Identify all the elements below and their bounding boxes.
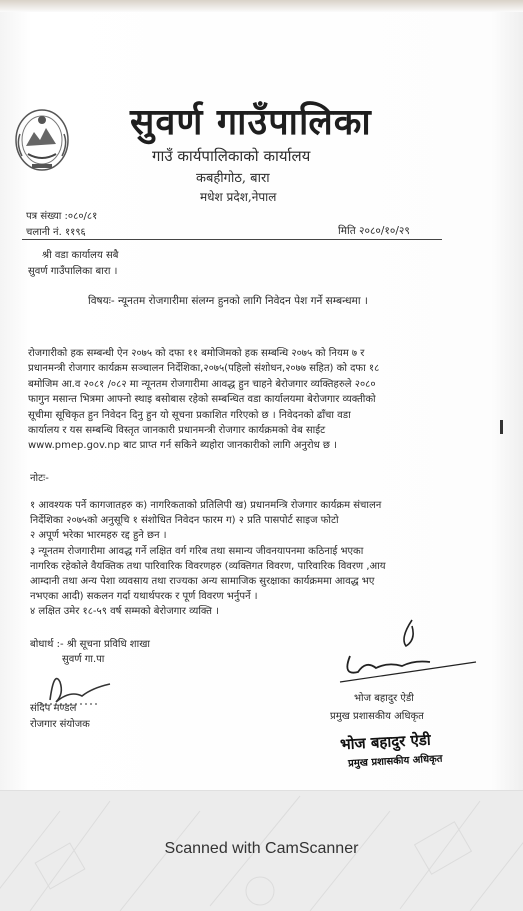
note-item: निर्देशिका २०७५को अनुसूचि १ संशोधित निवेदन फारम ग) २ प्रति पासपोर्ट साइज फोटो bbox=[30, 515, 339, 527]
municipality-title: सुवर्ण गाउँपालिका bbox=[130, 101, 372, 143]
body-line: फागुन मसान्त भित्रमा आफ्नो स्थाइ बसोबास रहेको सम्बन्धित वडा कार्यालयमा बेरोजगार व्यक्तीको bbox=[28, 394, 376, 406]
left-signatory-title: रोजगार संयोजक bbox=[30, 719, 90, 730]
note-item: ३ न्यूनतम रोजगारीमा आवद्ध गर्ने लक्षित वर्ग गरिब तथा समान्य जीवनयापनमा कठिनाई भएका bbox=[30, 545, 364, 557]
office-province: मधेश प्रदेश,नेपाल bbox=[200, 190, 277, 204]
note-item: नभएका आदी) सकलन गर्दा यथार्थपरक र पूर्ण विवरण भर्नुपर्ने । bbox=[30, 591, 258, 603]
cc-line-2: सुवर्ण गा.पा bbox=[62, 654, 105, 665]
official-stamp-name: भोज बहादुर ऐडी bbox=[339, 730, 432, 754]
official-stamp-title: प्रमुख प्रशासकीय अधिकृत bbox=[347, 753, 443, 770]
page-top-shadow bbox=[0, 0, 523, 12]
recipient-line-1: श्री वडा कार्यालय सबै bbox=[42, 250, 119, 261]
subject-line: विषयः- न्यूनतम रोजगारीमा संलग्न हुनको लागि निवेदन पेश गर्ने सम्बन्धमा । bbox=[88, 295, 368, 307]
cc-line-1: बोधार्थ :- श्री सूचना प्रविधि शाखा bbox=[30, 639, 150, 650]
body-line: रोजगारीको हक सम्बन्धी ऐन २०७५ को दफा ११ बमोजिमको हक सम्बन्धि २०७५ को नियम ७ र bbox=[28, 348, 365, 359]
right-signatory-title: प्रमुख प्रशासकीय अधिकृत bbox=[330, 711, 424, 722]
office-name: गाउँ कार्यपालिकाको कार्यालय bbox=[152, 147, 311, 165]
note-item: नागरिक रहेकोले वैयक्तिक तथा पारिवारिक विवरणहरु (व्यक्तिगत विवरण, पारिवारिक विवरण ,आय bbox=[30, 560, 386, 572]
reference-number: पत्र संख्या :०८०/८१ bbox=[26, 211, 98, 222]
letter-body bbox=[28, 346, 498, 454]
note-item: ४ लक्षित उमेर १८-५९ वर्ष सम्मको बेरोजगार व्यक्ति । bbox=[30, 606, 219, 618]
signature-icon bbox=[336, 616, 486, 694]
body-line: प्रधानमन्त्री रोजगार कार्यक्रम सञ्चालन निर्देशिका,२०७५(पहिलो संशोधन,२०७७ सहित) को दफा १८ bbox=[28, 363, 380, 375]
body-line: www.pmep.gov.np बाट प्राप्त गर्न सकिने ब्यहोरा जानकारीको लागि अनुरोध छ । bbox=[28, 440, 337, 452]
note-item: २ अपूर्ण भरेका भारमहरु रद्द हुने छन । bbox=[30, 530, 167, 542]
note-item: १ आवश्यक पर्ने कागजातहरु क) नागरिकताको प्रतिलिपी ख) प्रधानमन्त्रि रोजगार कार्यक्रम संचालन bbox=[30, 500, 382, 511]
right-signatory-name: भोज बहादुर ऐडी bbox=[354, 693, 414, 704]
nepal-emblem-icon bbox=[12, 104, 72, 176]
scan-edge-mark bbox=[500, 420, 503, 434]
left-signatory-name: संदिप मण्डल bbox=[30, 703, 77, 714]
body-line: सूचीमा सूचिकृत हुन निवेदन दिनु हुन यो सूचना प्रकाशित गरिएको छ । निवेदनको ढाँचा वडा bbox=[28, 409, 351, 421]
office-place: कबहीगोठ, बारा bbox=[196, 171, 270, 186]
letter-date: मिति २०८०/१०/२९ bbox=[338, 225, 410, 237]
recipient-line-2: सुवर्ण गाउँपालिका बारा । bbox=[28, 266, 118, 277]
note-item: आम्दानी तथा अन्य पेशा व्यवसाय तथा राज्यका अन्य सामाजिक सुरक्षाका कार्यक्रममा आवद्ध भए bbox=[30, 576, 375, 588]
body-line: बमोजिम आ.व २०८१ /०८२ मा न्यूनतम रोजगारीमा आवद्ध हुन चाहने बेरोजगार व्यक्तिहरुले २०८० bbox=[28, 378, 376, 390]
note-heading: नोटः- bbox=[30, 473, 49, 484]
notes-list bbox=[30, 498, 500, 620]
dispatch-number: चलानी नं. ११९६ bbox=[26, 227, 86, 238]
body-line: कार्यालय र यस सम्बन्धि विस्तृत जानकारी प्रधानमन्त्री रोजगार कार्यक्रमको वेब साईट bbox=[28, 425, 326, 437]
header-divider bbox=[22, 239, 442, 240]
camscanner-watermark: Scanned with CamScanner bbox=[164, 840, 359, 857]
